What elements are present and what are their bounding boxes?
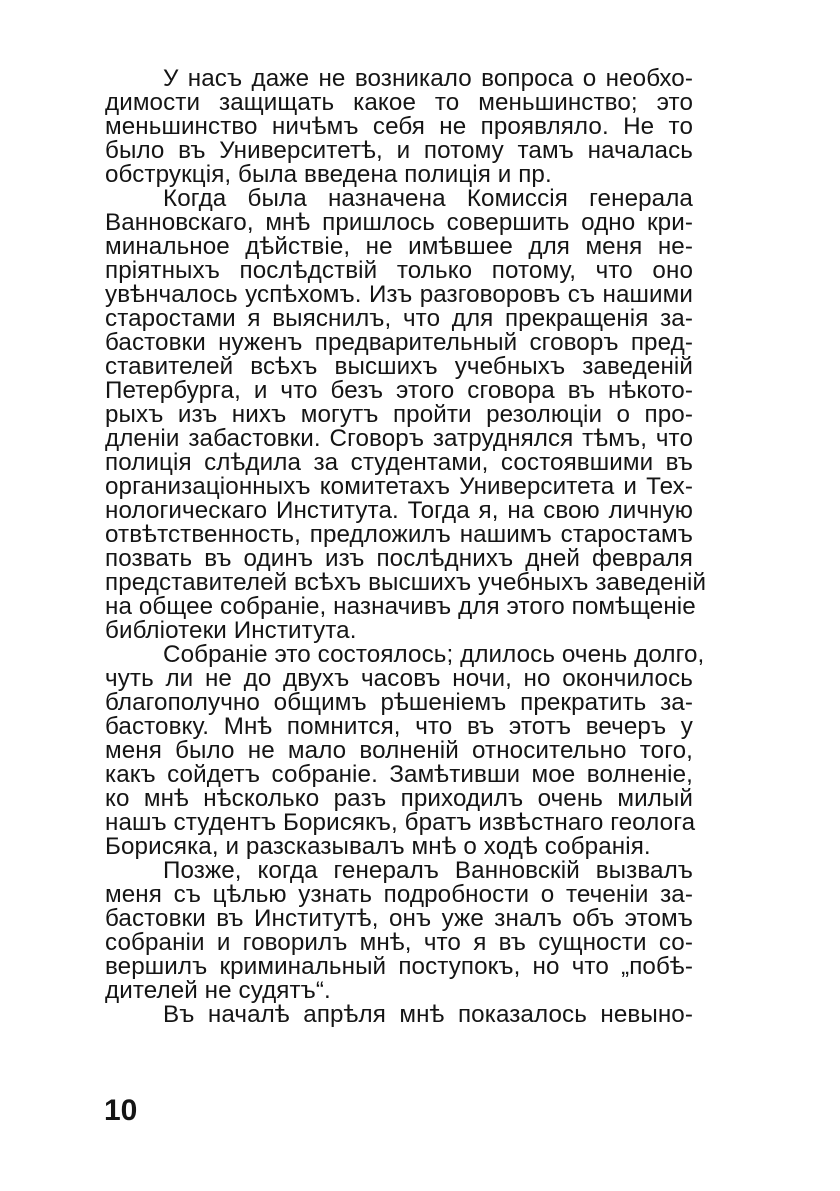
text-line: димости защищать какое то меньшинство; это bbox=[105, 89, 693, 116]
text-line: старостами я выяснилъ, что для прекращенія за- bbox=[105, 305, 693, 332]
text-line: дителей не судятъ“. bbox=[105, 977, 331, 1004]
text-line: Когда была назначена Комиссія генерала bbox=[163, 185, 693, 212]
text-line: обструкція, была введена полиція и пр. bbox=[105, 161, 552, 188]
text-line: какъ сойдетъ собраніе. Замѣтивши мое волненіе, bbox=[105, 761, 693, 788]
text-line: вершилъ криминальный поступокъ, но что „побѣ- bbox=[105, 953, 693, 980]
text-line: Ванновскаго, мнѣ пришлось совершить одно кри- bbox=[105, 209, 693, 236]
text-line: представителей всѣхъ высшихъ учебныхъ заведеній bbox=[105, 569, 707, 596]
page-number: 10 bbox=[104, 1094, 138, 1127]
text-line: У насъ даже не возникало вопроса о необхо- bbox=[163, 65, 693, 92]
text-line: чуть ли не до двухъ часовъ ночи, но окончилось bbox=[105, 665, 693, 692]
text-line: дленіи забастовки. Сговоръ затруднялся тѣмъ, что bbox=[105, 425, 693, 452]
text-line: организаціонныхъ комитетахъ Университета и Тех- bbox=[105, 473, 693, 500]
text-line: рыхъ изъ нихъ могутъ пройти резолюціи о про- bbox=[105, 401, 693, 428]
text-line: бастовки нуженъ предварительный сговоръ пред- bbox=[105, 329, 693, 356]
text-line: отвѣтственность, предложилъ нашимъ старостамъ bbox=[105, 521, 693, 548]
paragraph-5 bbox=[105, 1003, 693, 1027]
text-line: Позже, когда генералъ Ванновскій вызвалъ bbox=[163, 857, 693, 884]
text-line: меня съ цѣлью узнать подробности о теченіи за- bbox=[105, 881, 693, 908]
text-line: позвать въ одинъ изъ послѣднихъ дней февраля bbox=[105, 545, 693, 572]
text-line: полиція слѣдила за студентами, состоявшими въ bbox=[105, 449, 693, 476]
text-line: Собраніе это состоялось; длилось очень долго, bbox=[163, 641, 705, 668]
paragraph-4 bbox=[105, 859, 693, 1003]
text-line: на общее собраніе, назначивъ для этого помѣщеніе bbox=[105, 593, 696, 620]
text-line: увѣнчалось успѣхомъ. Изъ разговоровъ съ нашими bbox=[105, 281, 693, 308]
text-line: ставителей всѣхъ высшихъ учебныхъ заведеній bbox=[105, 353, 693, 380]
paragraph-1 bbox=[105, 67, 693, 187]
text-line: меня было не мало волненій относительно того, bbox=[105, 737, 693, 764]
text-line: Въ началѣ апрѣля мнѣ показалось невыно- bbox=[163, 1001, 693, 1028]
text-line: меньшинство ничѣмъ себя не проявляло. Не то bbox=[105, 113, 693, 140]
text-line: бастовки въ Институтѣ, онъ уже зналъ объ этомъ bbox=[105, 905, 693, 932]
body-text bbox=[105, 65, 707, 1028]
text-line: благополучно общимъ рѣшеніемъ прекратить за- bbox=[105, 689, 693, 716]
paragraph-2 bbox=[105, 185, 707, 644]
text-line: нологическаго Института. Тогда я, на свою личную bbox=[105, 497, 693, 524]
paragraph-3 bbox=[105, 641, 705, 860]
text-line: собраніи и говорилъ мнѣ, что я въ сущности со- bbox=[105, 929, 693, 956]
text-line: библіотеки Института. bbox=[105, 617, 357, 644]
text-line: пріятныхъ послѣдствій только потому, что оно bbox=[105, 257, 693, 284]
text-line: было въ Университетѣ, и потому тамъ началась bbox=[105, 137, 693, 164]
text-line: Петербурга, и что безъ этого сговора въ нѣкото- bbox=[105, 377, 693, 404]
text-line: Борисяка, и разсказывалъ мнѣ о ходѣ собранія. bbox=[105, 833, 651, 860]
text-line: минальное дѣйствіе, не имѣвшее для меня не- bbox=[105, 233, 693, 260]
text-line: ко мнѣ нѣсколько разъ приходилъ очень милый bbox=[105, 785, 693, 812]
text-line: нашъ студентъ Борисякъ, братъ извѣстнаго геолога bbox=[105, 809, 696, 836]
text-line: бастовку. Мнѣ помнится, что въ этотъ вечеръ у bbox=[105, 713, 693, 740]
